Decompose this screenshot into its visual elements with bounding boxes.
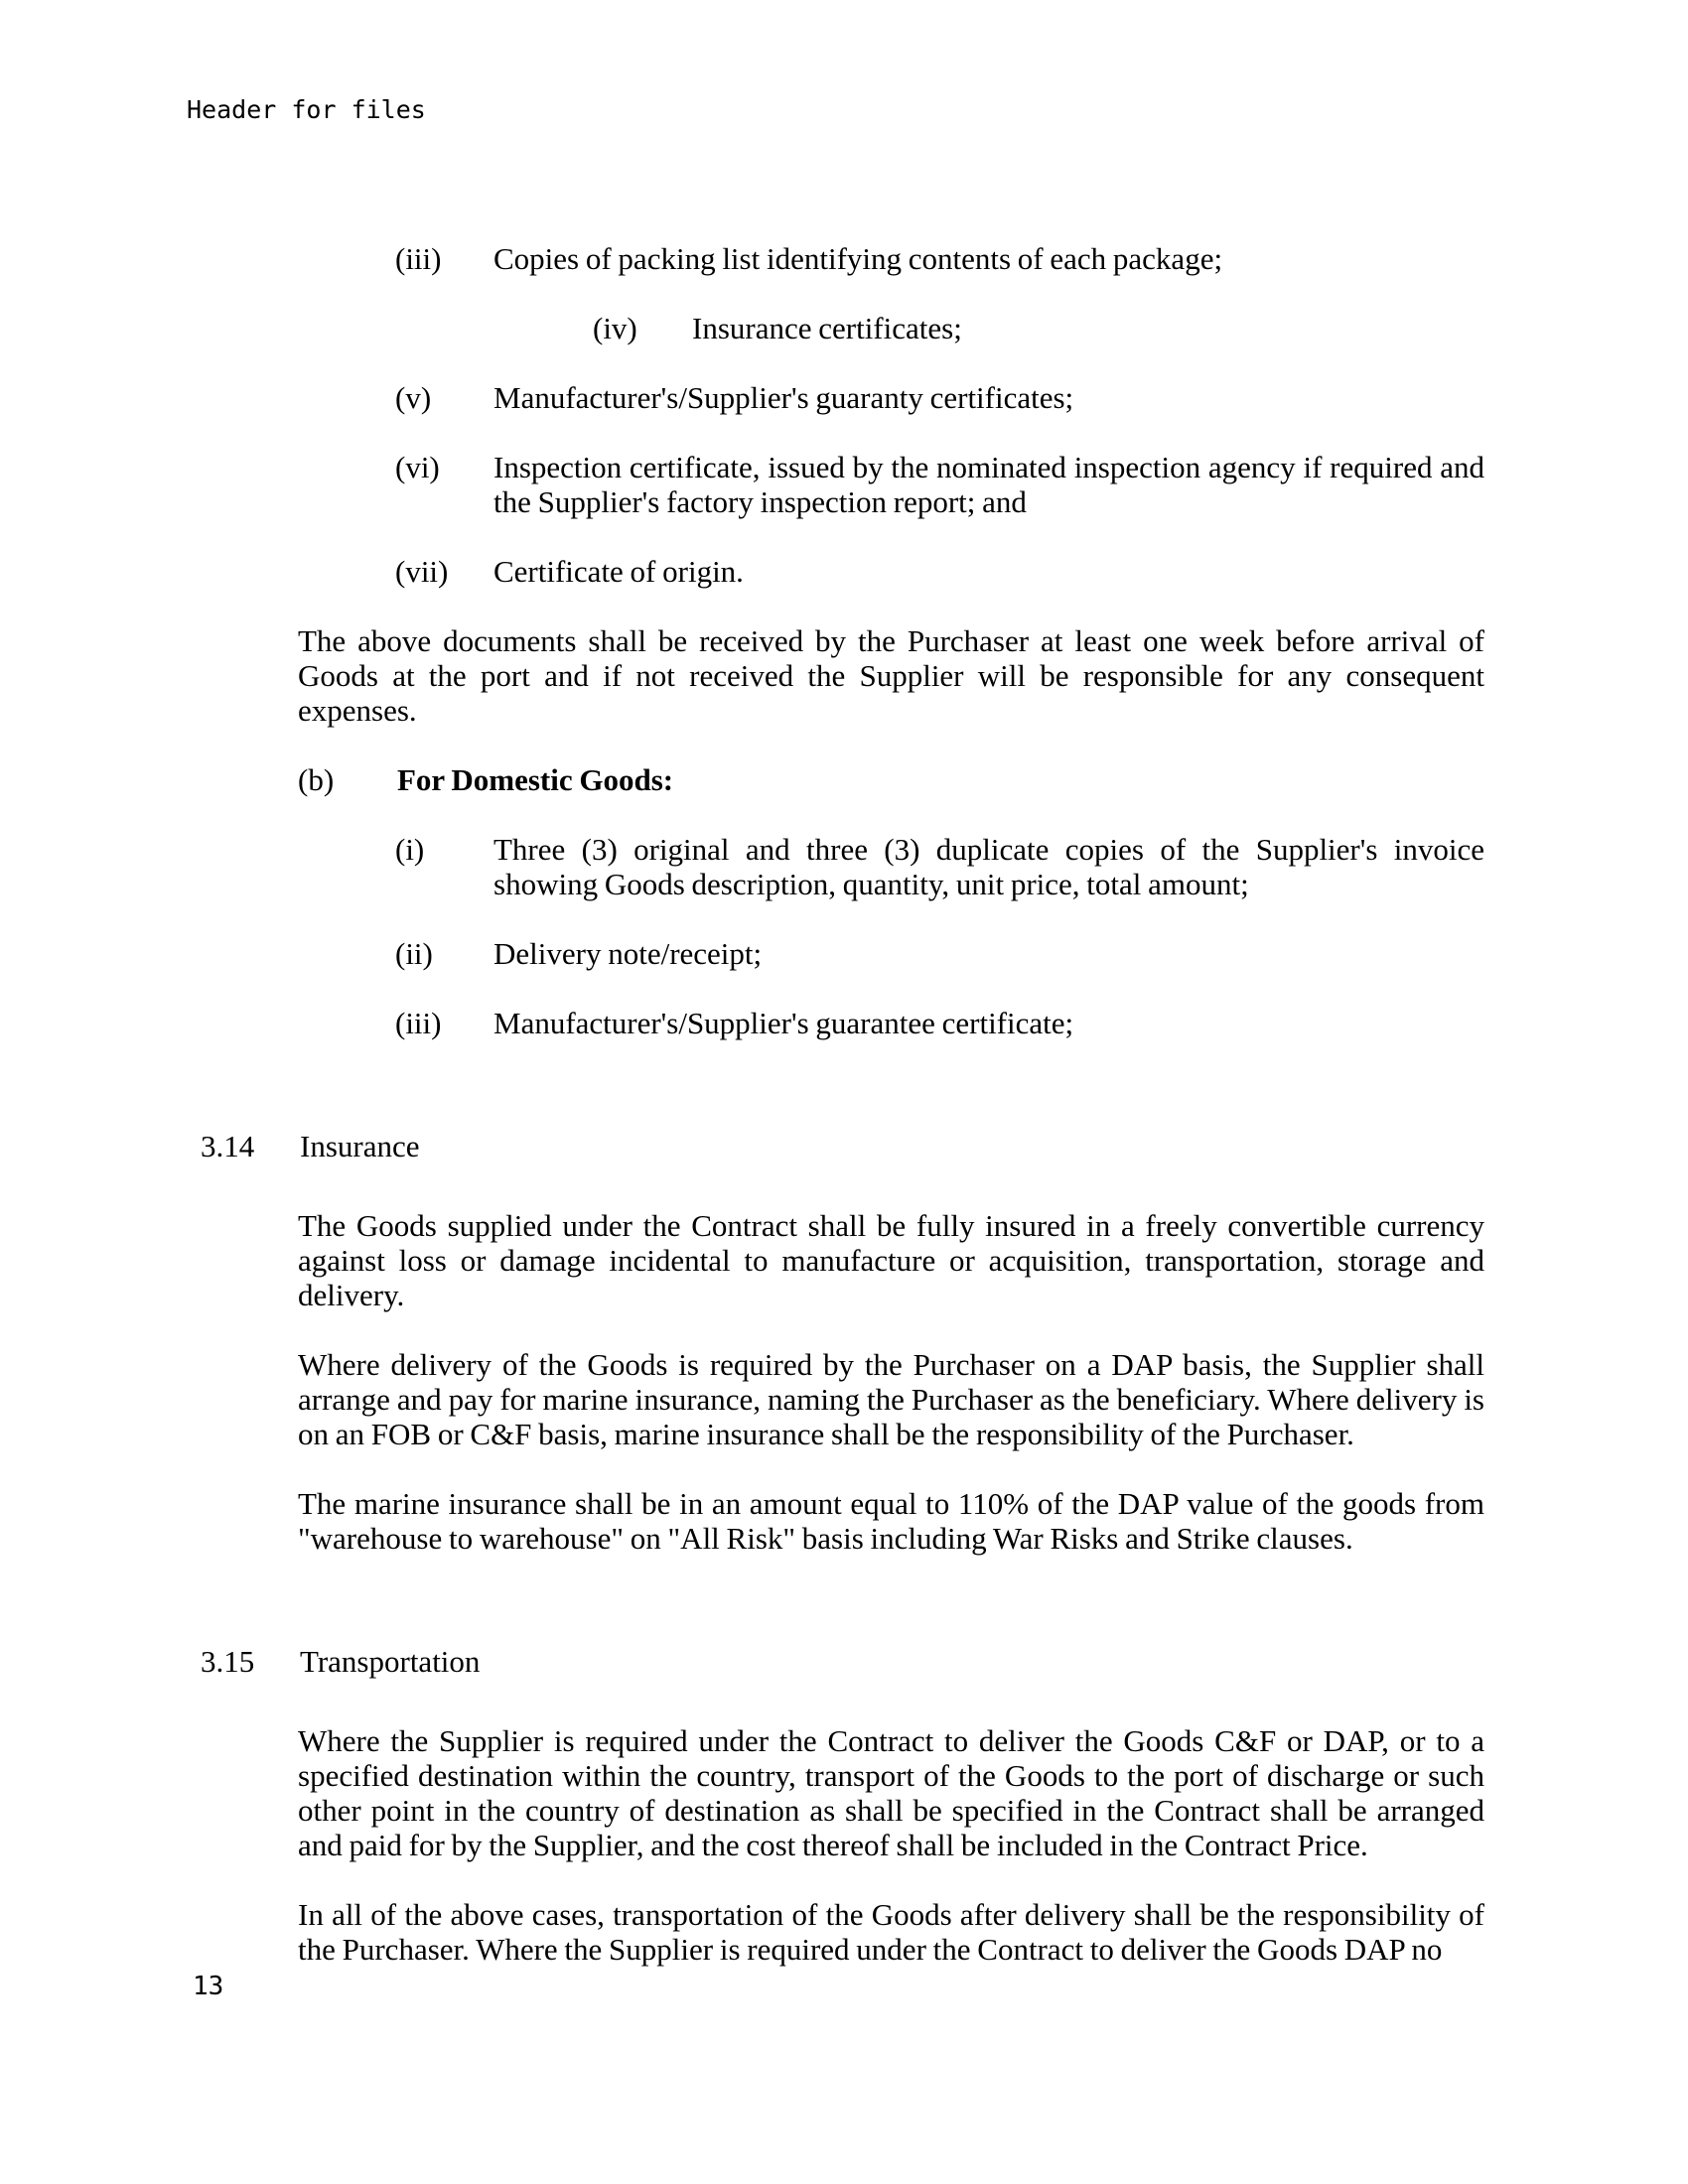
document-body bbox=[201, 241, 1484, 2001]
clause-label: (b) bbox=[298, 762, 335, 797]
list-item-number: (iii) bbox=[395, 1006, 442, 1040]
list-item-text: Manufacturer's/Supplier's guarantee certificate; bbox=[493, 1006, 1074, 1040]
list-item-text: Certificate of origin. bbox=[493, 554, 744, 589]
list-item-domestic-iii bbox=[395, 1006, 1484, 1040]
section-number: 3.14 bbox=[201, 1129, 255, 1163]
page-header: Header for files bbox=[187, 95, 426, 124]
section-title: Transportation bbox=[300, 1644, 481, 1679]
list-item-iv bbox=[593, 311, 1484, 345]
clause-domestic-goods bbox=[298, 762, 1484, 797]
list-item-text: Three (3) original and three (3) duplicate copies of the Supplier's invoice showing Goods description, quantity, unit price, total amount; bbox=[493, 832, 1484, 901]
paragraph-insurance-1: The Goods supplied under the Contract shall be fully insured in a freely convertible currency against loss or damage incidental to manufacture or acquisition, transportation, storage and delivery. bbox=[298, 1208, 1484, 1312]
list-item-number: (iv) bbox=[593, 311, 637, 345]
paragraph-insurance-3: The marine insurance shall be in an amount equal to 110% of the DAP value of the goods from "warehouse to warehouse" on "All Risk" basis including War Risks and Strike clauses. bbox=[298, 1486, 1484, 1556]
list-item-v bbox=[395, 380, 1484, 415]
list-item-iii bbox=[395, 241, 1484, 276]
list-item-text: Inspection certificate, issued by the nominated inspection agency if required and the Supplier's factory inspection report; and bbox=[493, 450, 1484, 519]
list-item-number: (v) bbox=[395, 380, 432, 415]
paragraph-transportation-2: In all of the above cases, transportation of the Goods after delivery shall be the responsibility of the Purchaser. Where the Supplier is required under the Contract to deliver the Goods DAP no bbox=[298, 1897, 1484, 1967]
list-item-text: Delivery note/receipt; bbox=[493, 936, 763, 971]
list-item-text: Insurance certificates; bbox=[692, 311, 962, 345]
list-item-number: (vii) bbox=[395, 554, 449, 589]
list-item-vii bbox=[395, 554, 1484, 589]
list-item-number: (iii) bbox=[395, 241, 442, 276]
clause-title: For Domestic Goods: bbox=[397, 762, 674, 797]
list-item-text: Copies of packing list identifying contents of each package; bbox=[493, 241, 1223, 276]
list-item-domestic-ii bbox=[395, 936, 1484, 971]
section-heading-insurance bbox=[201, 1075, 1484, 1163]
page-number: 13 bbox=[193, 1972, 224, 2001]
list-item-number: (i) bbox=[395, 832, 425, 867]
section-number: 3.15 bbox=[201, 1644, 255, 1679]
list-item-domestic-i bbox=[395, 832, 1484, 901]
list-item-number: (vi) bbox=[395, 450, 440, 484]
paragraph-documents-receipt: The above documents shall be received by the Purchaser at least one week before arrival of Goods at the port and if not received the Supplier will be responsible for any consequent expenses. bbox=[298, 623, 1484, 728]
paragraph-insurance-2: Where delivery of the Goods is required by the Purchaser on a DAP basis, the Supplier shall arrange and pay for marine insurance, naming the Purchaser as the beneficiary. Where delivery is on an FOB or C&F basis, marine insurance shall be the responsibility of the Purchaser. bbox=[298, 1347, 1484, 1451]
section-title: Insurance bbox=[300, 1129, 420, 1163]
list-item-text: Manufacturer's/Supplier's guaranty certificates; bbox=[493, 380, 1074, 415]
paragraph-transportation-1: Where the Supplier is required under the Contract to deliver the Goods C&F or DAP, or to a specified destination within the country, transport of the Goods to the port of discharge or such other point in the country of destination as shall be specified in the Contract shall be arranged and paid for by the Supplier, and the cost thereof shall be included in the Contract Price. bbox=[298, 1723, 1484, 1862]
section-heading-transportation bbox=[201, 1590, 1484, 1679]
list-item-number: (ii) bbox=[395, 936, 433, 971]
list-item-vi bbox=[395, 450, 1484, 519]
